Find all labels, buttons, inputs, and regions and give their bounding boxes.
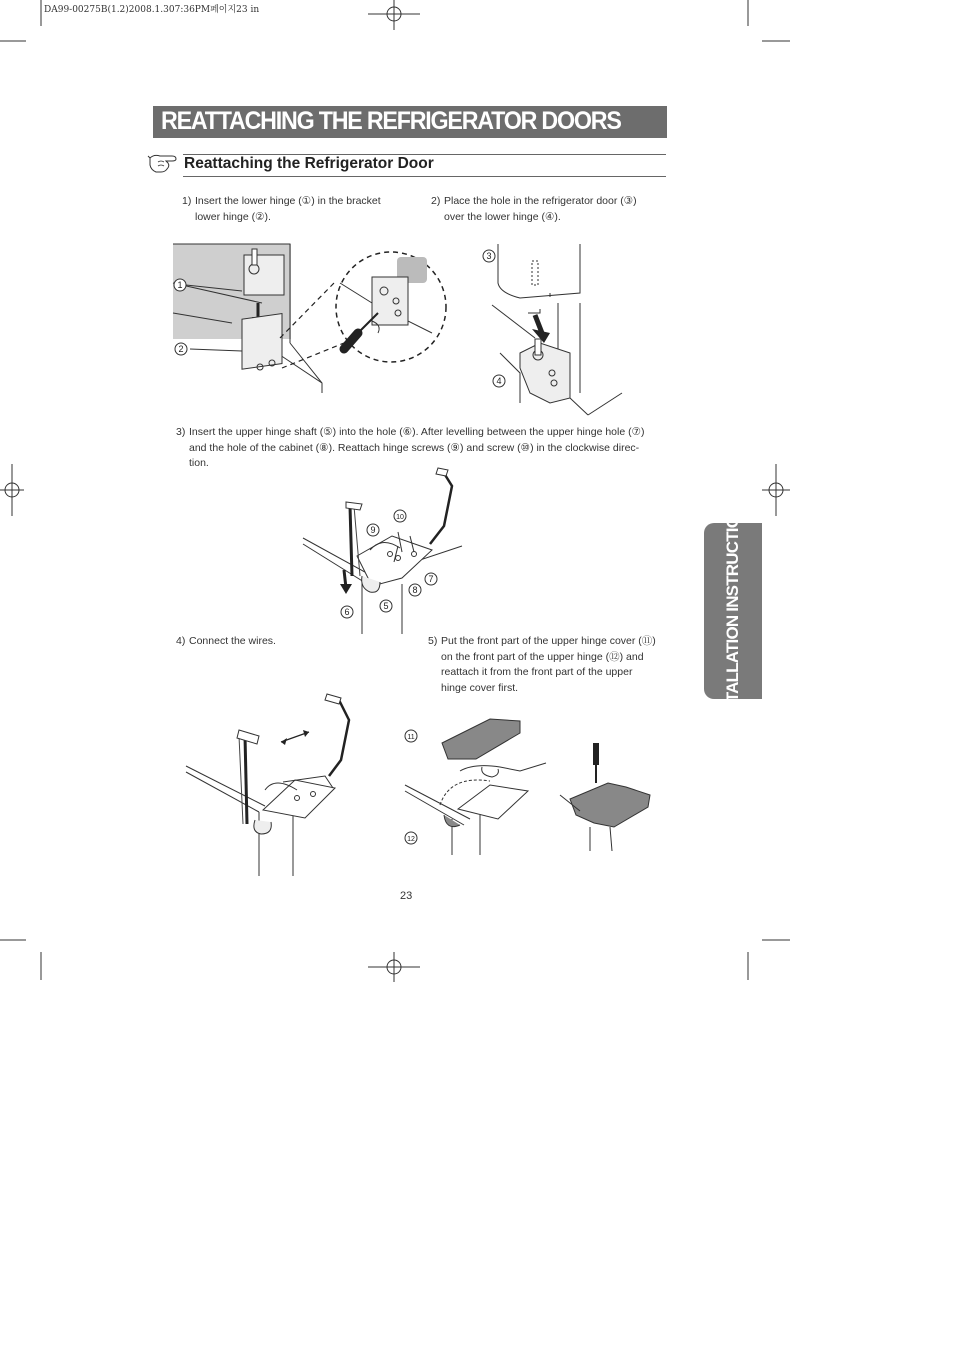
svg-text:10: 10 xyxy=(396,514,404,521)
svg-text:2: 2 xyxy=(178,344,184,354)
hinge-cover-illustration xyxy=(400,715,655,855)
callout-8 xyxy=(408,583,422,597)
callout-12 xyxy=(404,831,418,845)
step-1: 1) Insert the lower hinge (①) in the bracket lower hinge (②). xyxy=(182,195,381,223)
callout-10 xyxy=(393,509,407,523)
callout-5 xyxy=(379,599,393,613)
callout-11 xyxy=(404,729,418,743)
subsection-title: Reattaching the Refrigerator Door xyxy=(184,155,434,172)
subtitle-rule-bottom xyxy=(183,176,666,177)
callout-1 xyxy=(173,278,187,292)
svg-text:7: 7 xyxy=(428,574,434,584)
door-on-hinge-illustration xyxy=(480,243,625,418)
section-banner xyxy=(153,106,667,138)
callout-2 xyxy=(174,342,188,356)
svg-text:8: 8 xyxy=(412,585,418,595)
step-3: 3) Insert the upper hinge shaft (⑤) into the hole (⑥). After levelling between the upper hinge hole (⑦) and the hole of the cabinet (⑧). Reattach hinge screws (⑨) and screw (⑩) in the clockwise direc- tion. xyxy=(176,426,645,469)
print-info: DA99-00275B(1.2)2008.1.307:36PM페이지23 in xyxy=(44,5,260,15)
svg-text:12: 12 xyxy=(407,836,415,843)
svg-text:3: 3 xyxy=(486,251,492,261)
page-number: 23 xyxy=(400,890,413,902)
svg-text:11: 11 xyxy=(407,734,415,741)
lower-hinge-illustration xyxy=(172,243,447,403)
step-2: 2) Place the hole in the refrigerator door (③) over the lower hinge (④). xyxy=(431,195,637,223)
side-tab-label: INSTALLATION INSTRUCTIONS xyxy=(723,493,742,729)
pointing-hand-icon xyxy=(148,150,180,178)
callout-3 xyxy=(482,249,496,263)
connect-wires-illustration xyxy=(185,690,360,880)
svg-text:4: 4 xyxy=(496,376,502,386)
callout-4 xyxy=(492,374,506,388)
svg-text:6: 6 xyxy=(344,607,350,617)
step-4: 4) Connect the wires. xyxy=(176,635,276,647)
svg-text:5: 5 xyxy=(383,601,389,611)
svg-text:1: 1 xyxy=(177,280,183,290)
callout-9 xyxy=(366,523,380,537)
svg-text:9: 9 xyxy=(370,525,376,535)
section-side-tab xyxy=(704,493,762,729)
callout-6 xyxy=(340,605,354,619)
callout-7 xyxy=(424,572,438,586)
step-5: 5) Put the front part of the upper hinge cover (⑪) on the front part of the upper hinge (⑫) and reattach it from the front part of the upper hinge cover first. xyxy=(428,635,656,694)
page-title: REATTACHING THE REFRIGERATOR DOORS xyxy=(161,107,621,135)
